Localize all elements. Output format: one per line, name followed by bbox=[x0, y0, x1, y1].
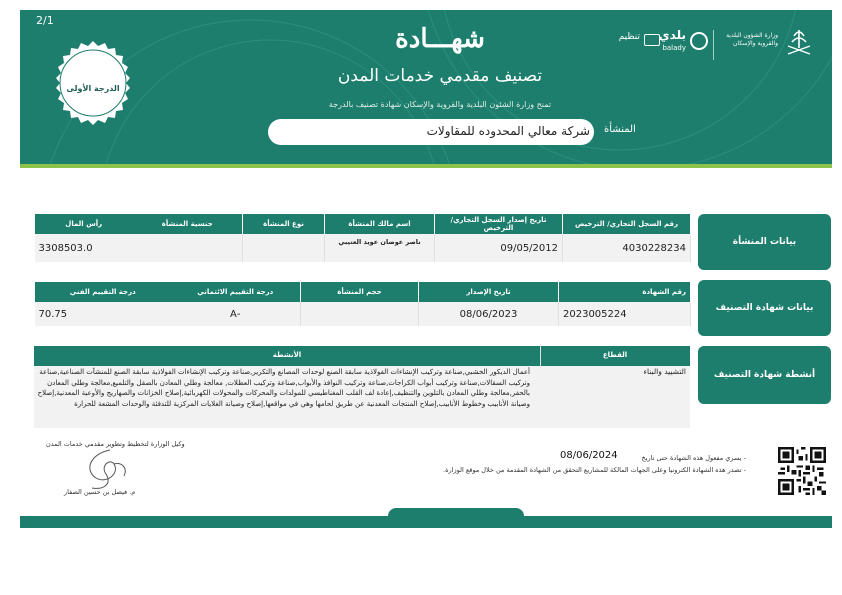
tanzeem-label: تنظيم bbox=[618, 32, 640, 42]
activities-label: أنشطة شهادة التصنيف bbox=[698, 346, 831, 404]
cell bbox=[301, 302, 419, 326]
valid-until-date: 08/06/2024 bbox=[560, 450, 618, 461]
cell: 08/06/2023 bbox=[419, 302, 559, 326]
sector-value: التشييد والبناء bbox=[643, 367, 686, 376]
column-header: اسم مالك المنشأة bbox=[325, 214, 435, 234]
cell: 4030228234 bbox=[563, 234, 691, 262]
cell: 09/05/2012 bbox=[435, 234, 563, 262]
note-electronic: - تصدر هذه الشهادة الكترونيا وعلى الجهات المالكة للمشاريع التحقق من الشهادة المقدمة من خلال موقع الوزارة. bbox=[443, 466, 746, 474]
balady-logo-icon bbox=[690, 32, 708, 50]
column-header: رقم السجل التجاري/ الترخيص bbox=[563, 214, 691, 234]
signatory-name: م. فيصل بن حسين الصفار bbox=[64, 488, 136, 496]
ministry-name: وزارة الشؤون البلدية والقروية والإسكان bbox=[726, 32, 778, 47]
page-number: 2/1 bbox=[36, 14, 54, 27]
balady-label-en: balady bbox=[662, 44, 686, 52]
certificate-description: تمنح وزارة الشئون البلدية والقروية والإسكان شهادة تصنيف بالدرجة bbox=[328, 100, 552, 109]
column-header: رقم الشهادة bbox=[559, 282, 691, 302]
note-validity: - يسري مفعول هذه الشهادة حتى تاريخ bbox=[641, 454, 746, 462]
signature-icon bbox=[70, 444, 150, 494]
cell bbox=[133, 234, 243, 262]
column-header: تاريخ الإصدار bbox=[419, 282, 559, 302]
cell: 3308503.0 bbox=[38, 242, 93, 254]
grade-seal-icon bbox=[50, 40, 136, 126]
activities-text: أعمال الديكور الخشبي,صناعة وتركيب الإنشاءات الفولاذية سابقة الصنع لوحدات المصانع والتكرير,صناعة وتركيب الإنشاءات الفولاذية سابقة الصنع للمنشآت الصناعية,صناعة وتركيب السقالات,صناعة وتركيب أبواب الكراجات,صناعة وتركيب النوافذ والأبواب,صناعة وتركيب العظلات, معالجة وطلي المعادن بالصقل والتلميع,معالجة وطلي المعادن بالحفر,معالجة وطلي المعادن بالتلوين والتنظيف,إعادة لف القلب المغناطيسي للمولدات والمحركات والمحولات الكهربائية,إصلاح الخزانات والصهاريج والأوعية المعدنية,إصلاح وصيانة الأنابيب وخطوط الأنابيب,إصلاح المنتجات المعدنية عن طريق لحامها وهي في مواقعها,إصلاح وصيانة الغلايات المركزية للتدفئة والوحدات المشعة للحرارة bbox=[37, 368, 530, 408]
column-header: درجة التقييم الفني bbox=[35, 282, 171, 302]
balady-label: بلدي bbox=[658, 28, 686, 42]
certificate-subtitle: تصنيف مقدمي خدمات المدن bbox=[337, 66, 543, 86]
tanzeem-logo-icon bbox=[644, 34, 660, 46]
cell: -A bbox=[171, 302, 301, 326]
table-row bbox=[35, 302, 691, 326]
establishment-name: شركة معالي المحدوده للمقاولات bbox=[426, 124, 590, 138]
column-header: درجة التقييم الائتماني bbox=[171, 282, 301, 302]
table-header-row bbox=[35, 282, 691, 302]
activities-header: الأنشطة bbox=[272, 351, 302, 359]
header-accent-line bbox=[20, 164, 832, 168]
establishment-data-table bbox=[34, 214, 691, 262]
column-header: حجم المنشأة bbox=[301, 282, 419, 302]
ministry-emblem-icon bbox=[782, 26, 816, 62]
footer-bar bbox=[20, 516, 832, 528]
column-header: نوع المنشأة bbox=[243, 214, 325, 234]
column-header: رأس المال bbox=[35, 214, 133, 234]
certificate-title: شهـــادة bbox=[395, 24, 485, 54]
logo-divider bbox=[713, 30, 714, 60]
cell: 70.75 bbox=[38, 308, 68, 320]
table-header-row bbox=[35, 214, 691, 234]
establishment-label: المنشأة bbox=[604, 124, 636, 135]
sector-header: القطاع bbox=[602, 351, 628, 359]
establishment-data-label: بيانات المنشأة bbox=[698, 214, 831, 270]
certificate-data-table bbox=[34, 282, 691, 326]
column-header: تاريخ إصدار السجل التجاري/ الترخيص bbox=[435, 214, 563, 234]
cell: 2023005224 bbox=[559, 302, 691, 326]
certificate-data-label: بيانات شهادة التصنيف bbox=[698, 280, 831, 336]
cell bbox=[243, 234, 325, 262]
grade-label: الدرجة الأولى bbox=[66, 84, 120, 93]
logos bbox=[604, 26, 816, 66]
table-row bbox=[35, 234, 691, 262]
signatory-role: وكيل الوزارة لتخطيط وتطوير مقدمي خدمات المدن bbox=[46, 440, 185, 448]
column-header: جنسية المنشأة bbox=[133, 214, 243, 234]
cell: ناصر عوضان عويد العتيبي bbox=[325, 234, 435, 262]
qr-code-icon bbox=[778, 447, 826, 495]
